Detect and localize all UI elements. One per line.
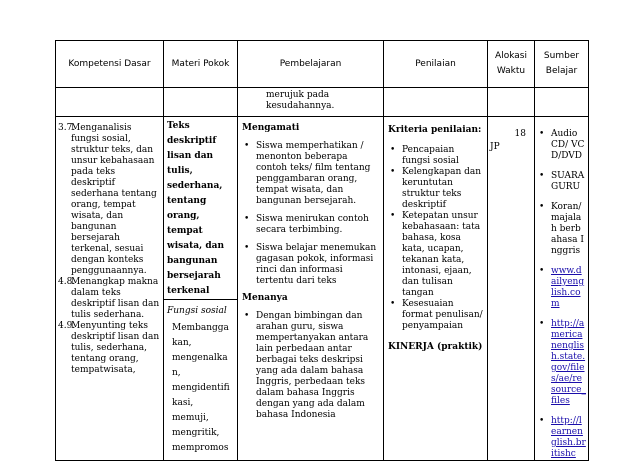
carry-over-line-1: merujuk pada	[266, 90, 330, 100]
carry-over-empty-4	[384, 88, 488, 117]
kd-number: 3.7.	[58, 123, 76, 133]
kd-text: Menyunting teks deskriptif lisan dan tulis, sederhana, tentang orang, tempatwisata,	[71, 321, 160, 375]
header-row	[56, 41, 589, 88]
sumber-belajar-cell	[535, 117, 589, 461]
menanya-list	[242, 311, 379, 421]
carry-over-empty-6	[535, 88, 589, 117]
carry-over-empty-2	[164, 88, 238, 117]
kd-list	[58, 123, 161, 376]
menanya-title: Menanya	[242, 293, 288, 303]
alokasi-unit: JP	[490, 142, 500, 152]
alokasi-waktu-cell	[488, 117, 535, 461]
carry-over-empty-1	[56, 88, 164, 117]
kd-item	[58, 123, 161, 277]
materi-pokok-cell	[164, 117, 238, 461]
sumber-link-daily-english[interactable]: • www.dailyenglish.com	[539, 266, 585, 309]
kd-number: 4.9.	[58, 321, 76, 331]
header-penilaian: Penilaian	[384, 41, 488, 88]
sumber-item: • SUARA GURU	[539, 171, 585, 192]
kd-text: Menangkap makna dalam teks deskriptif lisan dan tulis sederhana.	[71, 277, 160, 320]
menanya-item: • Dengan bimbingan dan arahan guru, siswa mempertanyakan antara lain perbedaan antar berbagai teks deskripsi yang ada dalam bahasa Inggris, perbedaan teks dalam bahasa Inggris dengan yang ada dalam bahasa Indonesia	[244, 311, 369, 420]
materi-title: Teks deskriptif lisan dan tulis, sederhana, tentang orang, tempat wisata, dan bangunan bersejarah terkenal	[164, 117, 237, 300]
fungsi-sosial-label: Fungsi sosial	[167, 306, 227, 316]
sumber-item: • Koran/ majalah berbahasa Inggris	[539, 202, 584, 256]
kriteria-item: • Pencapaian fungsi sosial	[390, 145, 459, 166]
mengamati-title: Mengamati	[242, 123, 300, 133]
header-kompetensi-dasar: Kompetensi Dasar	[56, 41, 164, 88]
mengamati-item: • Siswa belajar menemukan gagasan pokok, informasi rinci dan informasi tertentu dari teks	[244, 243, 377, 286]
carry-over-row	[56, 88, 589, 117]
mengamati-item: • Siswa menirukan contoh secara terbimbing.	[244, 214, 369, 235]
kriteria-list	[388, 145, 484, 332]
sumber-link-american-english[interactable]: • http://americanenglish.state.gov/files/ae/resource_files	[539, 319, 587, 406]
kompetensi-dasar-cell	[56, 117, 164, 461]
header-pembelajaran: Pembelajaran	[238, 41, 384, 88]
header-sumber-belajar: Sumber Belajar	[535, 41, 589, 88]
syllabus-table	[55, 40, 589, 461]
header-alokasi-waktu: Alokasi Waktu	[488, 41, 535, 88]
sumber-link-learn-english[interactable]: • http://learnenglish.britishc	[539, 416, 586, 459]
kriteria-item: • Kelengkapan dan keruntutan struktur teks deskriptif	[390, 167, 482, 210]
mengamati-list	[242, 141, 379, 287]
sumber-list	[537, 129, 586, 460]
sumber-item: • Audio CD/ VCD/DVD	[539, 129, 585, 161]
kd-text: Menganalisis fungsi sosial, struktur teks, dan unsur kebahasaan pada teks deskriptif sederhana tentang orang, tempat wisata, dan bangunan bersejarah terkenal, sesuai dengan konteks penggunaannya.	[71, 123, 157, 276]
content-row	[56, 117, 589, 461]
alokasi-value: 18	[514, 129, 526, 139]
kriteria-item: • Kesesuaian format penulisan/ penyampaian	[390, 299, 483, 331]
penilaian-cell	[384, 117, 488, 461]
mengamati-item: • Siswa memperhatikan / menonton beberapa contoh teks/ film tentang penggambaran orang, tempat wisata, dan bangunan bersejarah.	[244, 141, 371, 206]
carry-over-empty-5	[488, 88, 535, 117]
kriteria-item: • Ketepatan unsur kebahasaan: tata bahasa, kosa kata, ucapan, tekanan kata, intonasi, ejaan, dan tulisan tangan	[390, 211, 481, 298]
pembelajaran-cell	[238, 117, 384, 461]
fungsi-sosial-text: Membangga kan, mengenalka n, mengidentifi kasi, memuji, mengritik, mempromos	[172, 323, 230, 453]
kd-number: 4.8.	[58, 277, 76, 287]
carry-over-text	[238, 88, 384, 117]
carry-over-line-2: kesudahannya.	[266, 101, 335, 111]
header-materi-pokok: Materi Pokok	[164, 41, 238, 88]
kd-item	[58, 321, 161, 376]
kriteria-title: Kriteria penilaian:	[388, 125, 482, 135]
kd-item	[58, 277, 161, 321]
kinerja-title: KINERJA (praktik)	[388, 342, 483, 352]
